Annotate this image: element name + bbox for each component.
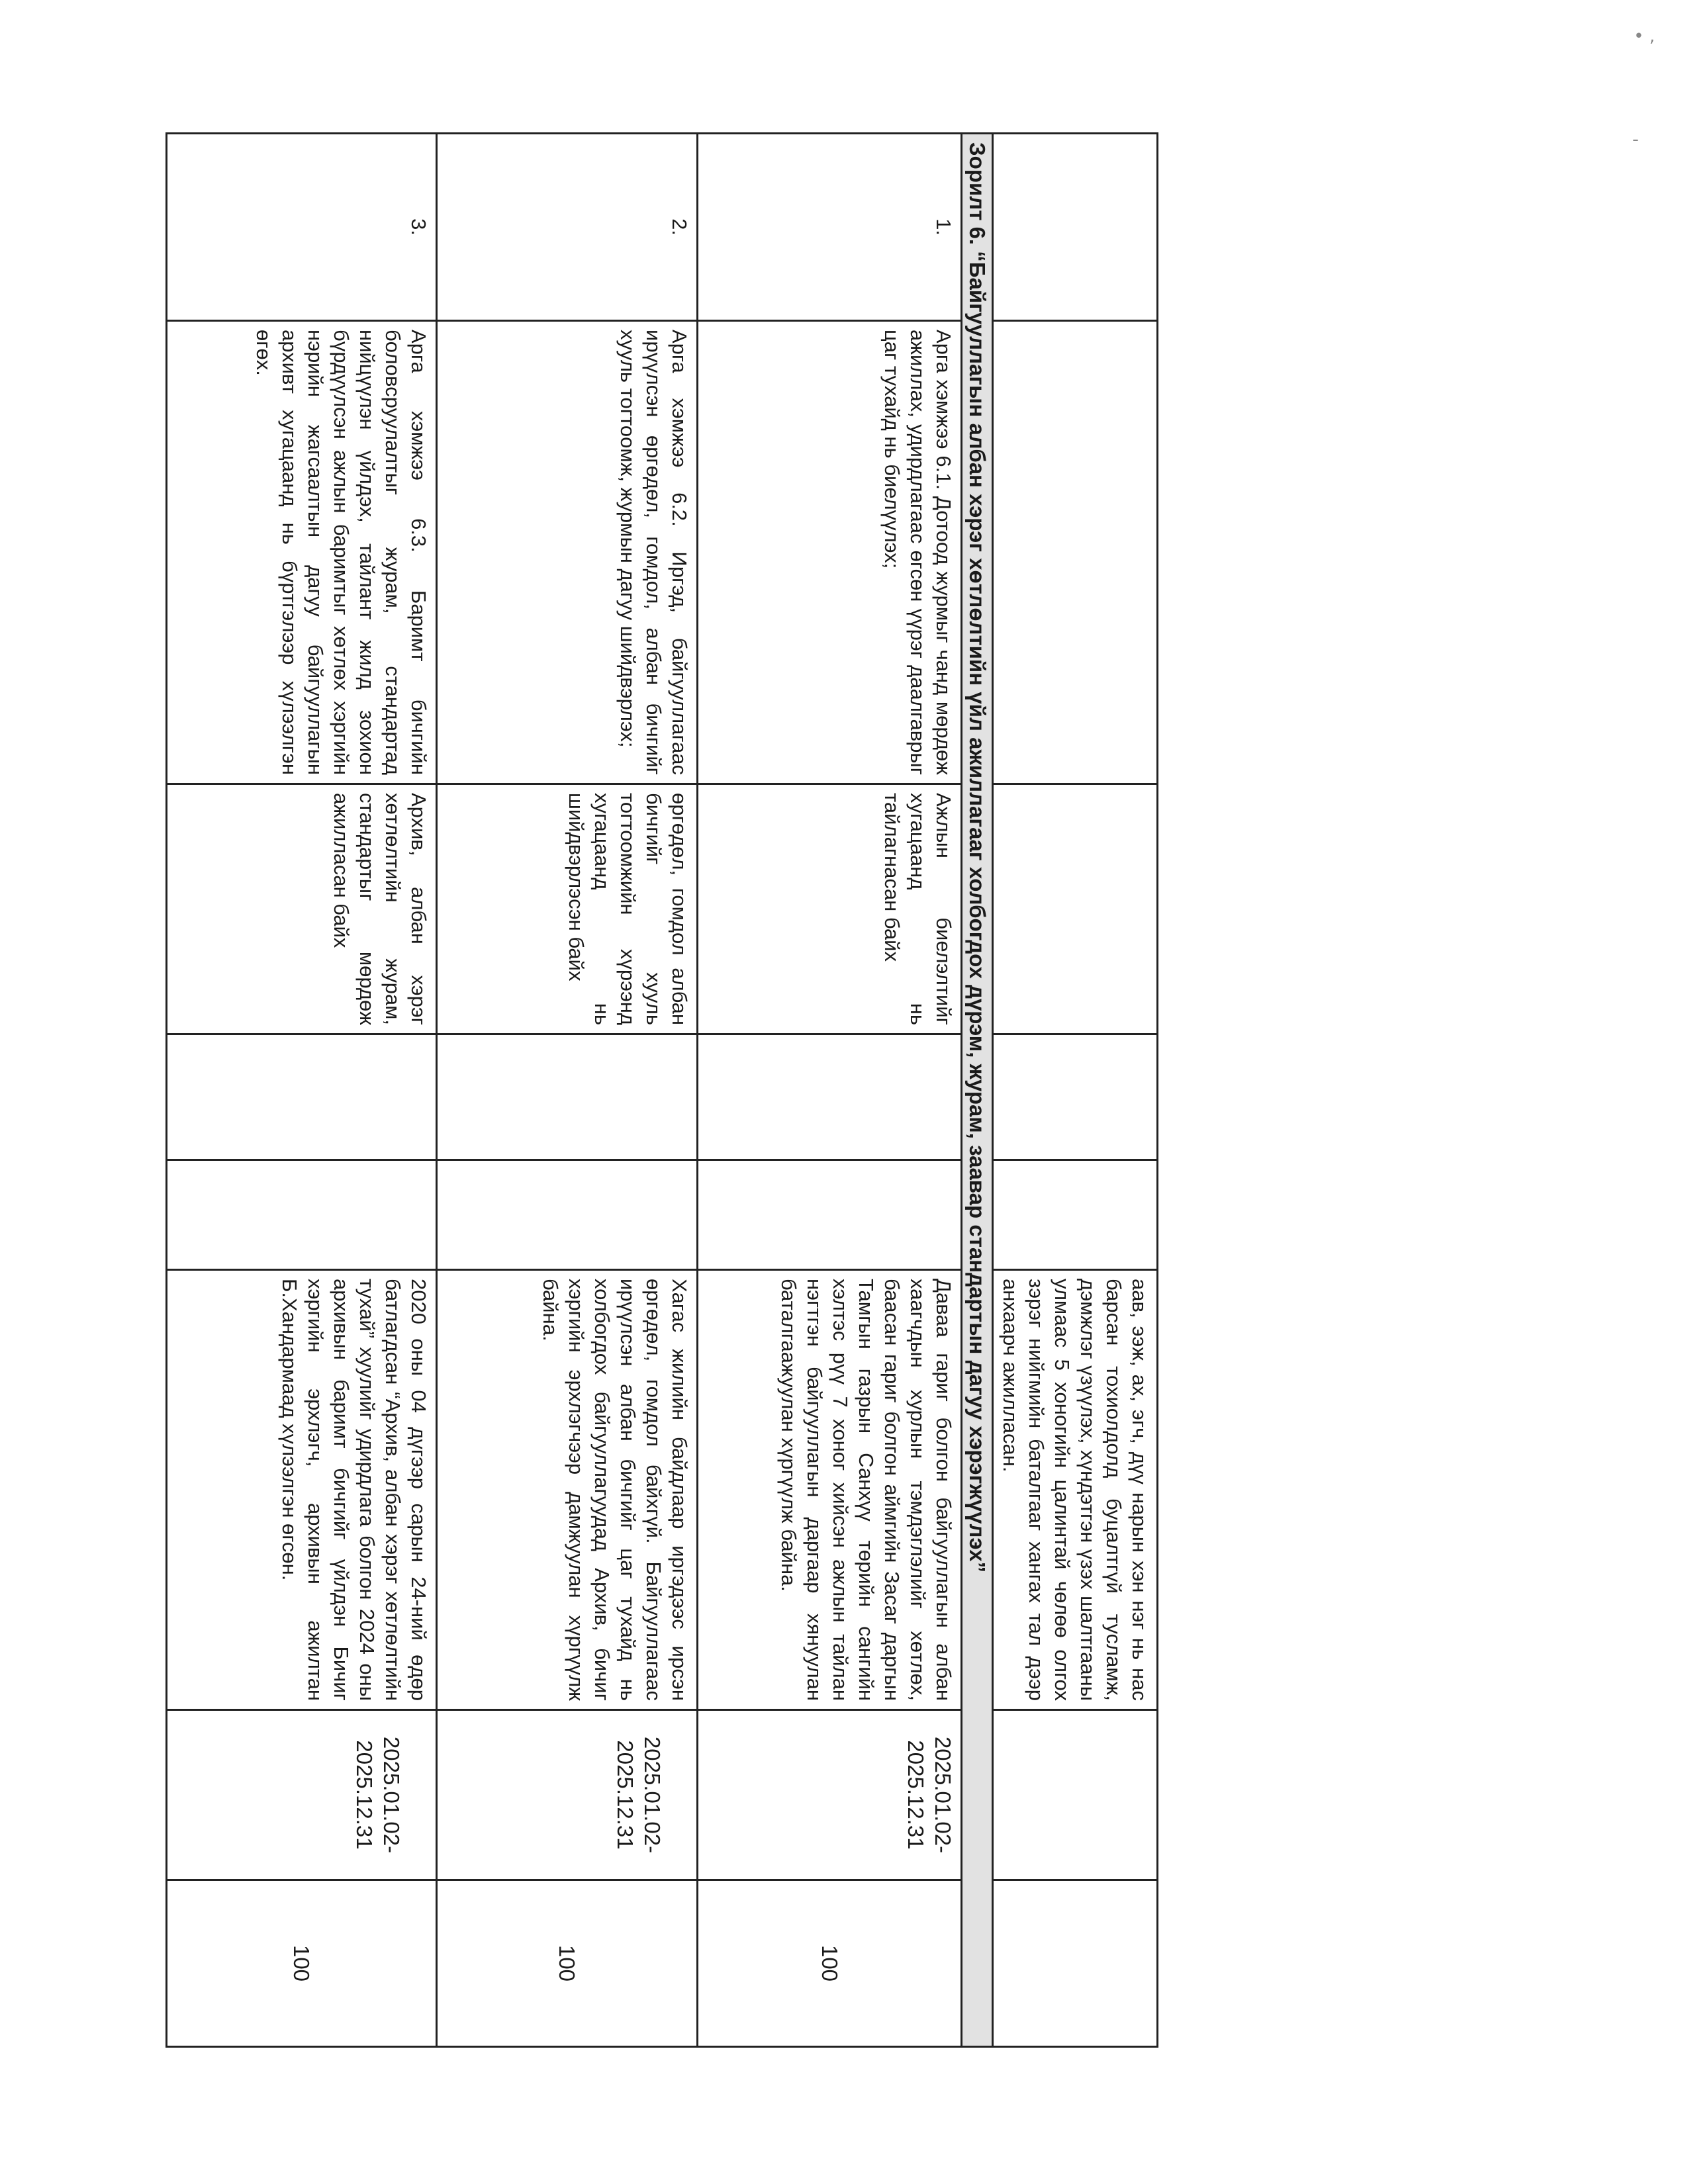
table-row bbox=[437, 134, 698, 2047]
indicator-cell: Ажлын биелэлтийг хугацаанд нь тайлагнасан байх bbox=[698, 784, 962, 1034]
cell-top-date bbox=[993, 1710, 1158, 1880]
result-cell: 2020 оны 04 дүгээр сарын 24-ний өдөр батлагдсан “Архив, албан хэрэг хөтлөлтийн тухай” хуулийг удирдлага болгон 2024 оны архивын баримт бичгийг үйлдэн Бичиг хэргийн эрхлэгч, архивын ажилтан Б.Хандармаад хүлээлгэн өгсөн. bbox=[167, 1270, 437, 1710]
cell-top-measure bbox=[993, 321, 1158, 784]
cell-top-indicator bbox=[993, 784, 1158, 1034]
empty-cell bbox=[437, 1034, 698, 1160]
percent-cell bbox=[167, 1880, 437, 2047]
table-row-top bbox=[993, 134, 1158, 2047]
empty-cell bbox=[167, 1160, 437, 1270]
cell-top-percent bbox=[993, 1880, 1158, 2047]
cell-top-num bbox=[993, 134, 1158, 321]
date-range: 2025.01.02- 2025.12.31 bbox=[613, 1736, 665, 1854]
percent-value: 100 bbox=[289, 1944, 314, 1982]
table-row bbox=[167, 134, 437, 2047]
scan-mark-mid: - bbox=[1632, 130, 1639, 150]
percent-value: 100 bbox=[555, 1944, 580, 1982]
progress-report-table bbox=[165, 132, 1158, 2048]
percent-value: 100 bbox=[818, 1944, 842, 1982]
percent-cell bbox=[698, 1880, 962, 2047]
row-number: 3. bbox=[167, 134, 437, 321]
result-cell: Даваа гариг болгон байгууллагын албан хаагчдын хурлын тэмдэглэлийг хөтлөх, баасан гариг болгон аймгийн Засаг даргын Тамгын газрын Санхүү төрийн сангийн хэлтэс рүү 7 хоног хийсэн ажлын тайлан нэгтгэн байгууллагын даргаар хянуулан баталгаажуулан хүргүүлж байна. bbox=[698, 1270, 962, 1710]
date-range: 2025.01.02- 2025.12.31 bbox=[352, 1736, 404, 1854]
goal-header-row bbox=[962, 134, 993, 2047]
cell-top-result: аав, ээж, ах, эгч, дүү нарын хэн нэг нь нас барсан тохиолдолд буцалтгүй тусламж, дэмжлэг үзүүлэх, хүндэтгэн үзэх шалтгааны улмаас 5 хоногийн цалинтай чөлөө олгох зэрэг нийгмийн баталгааг хангах тал дээр анхаарч ажилласан. bbox=[993, 1270, 1158, 1710]
empty-cell bbox=[437, 1160, 698, 1270]
empty-cell bbox=[698, 1160, 962, 1270]
date-cell bbox=[167, 1710, 437, 1880]
cell-top-empty-2 bbox=[993, 1160, 1158, 1270]
row-number: 2. bbox=[437, 134, 698, 321]
date-range: 2025.01.02- 2025.12.31 bbox=[904, 1736, 955, 1854]
percent-cell bbox=[437, 1880, 698, 2047]
measure-cell: Арга хэмжээ 6.3. Баримт бичгийн боловсруулалтыг журам, стандартад нийцүүлэн үйлдэх, тайлант жилд зохион бүрдүүлсэн ажлын баримтыг хөтлөх хэргийн нэрийн жагсаалтын дагуу байгууллагын архивт хугацаанд нь бүртгэлээр хүлээлгэн өгөх. bbox=[167, 321, 437, 784]
empty-cell bbox=[698, 1034, 962, 1160]
scan-mark-top: • , bbox=[1634, 26, 1655, 46]
result-cell: Хагас жилийн байдлаар иргэдээс ирсэн өргөдөл, гомдол байхгүй. Байгууллагаас ирүүлсэн албан бичгийг цаг тухайд нь холбогдох байгууллагуудад Архив, бичиг хэргийн эрхлэгчээр дамжуулан хүргүүлж байна. bbox=[437, 1270, 698, 1710]
cell-top-empty-1 bbox=[993, 1034, 1158, 1160]
goal-header: Зорилт 6. “Байгууллагын албан хэрэг хөтлөлтийн үйл ажиллагааг холбогдох дүрэм, журам, заавар стандартын дагуу хэрэгжүүлэх” bbox=[962, 134, 993, 2047]
date-cell bbox=[437, 1710, 698, 1880]
date-cell bbox=[698, 1710, 962, 1880]
row-number: 1. bbox=[698, 134, 962, 321]
indicator-cell: өргөдөл, гомдол албан бичгийг хууль тогтоомжийн хүрээнд хугацаанд нь шийдвэрлэсэн байх bbox=[437, 784, 698, 1034]
empty-cell bbox=[167, 1034, 437, 1160]
measure-cell: Арга хэмжээ 6.1. Дотоод журмыг чанд мөрдөж ажиллах, удирдлагаас өгсөн үүрэг даалгаврыг цаг тухайд нь биелүүлэх; bbox=[698, 321, 962, 784]
measure-cell: Арга хэмжээ 6.2. Иргэд, байгууллагаас ирүүлсэн өргөдөл, гомдол, албан бичгийг хууль тогтоомж, журмын дагуу шийдвэрлэх; bbox=[437, 321, 698, 784]
table-row bbox=[698, 134, 962, 2047]
indicator-cell: Архив, албан хэрэг хөтлөлтийн журам, стандартыг мөрдөж ажилласан байх bbox=[167, 784, 437, 1034]
